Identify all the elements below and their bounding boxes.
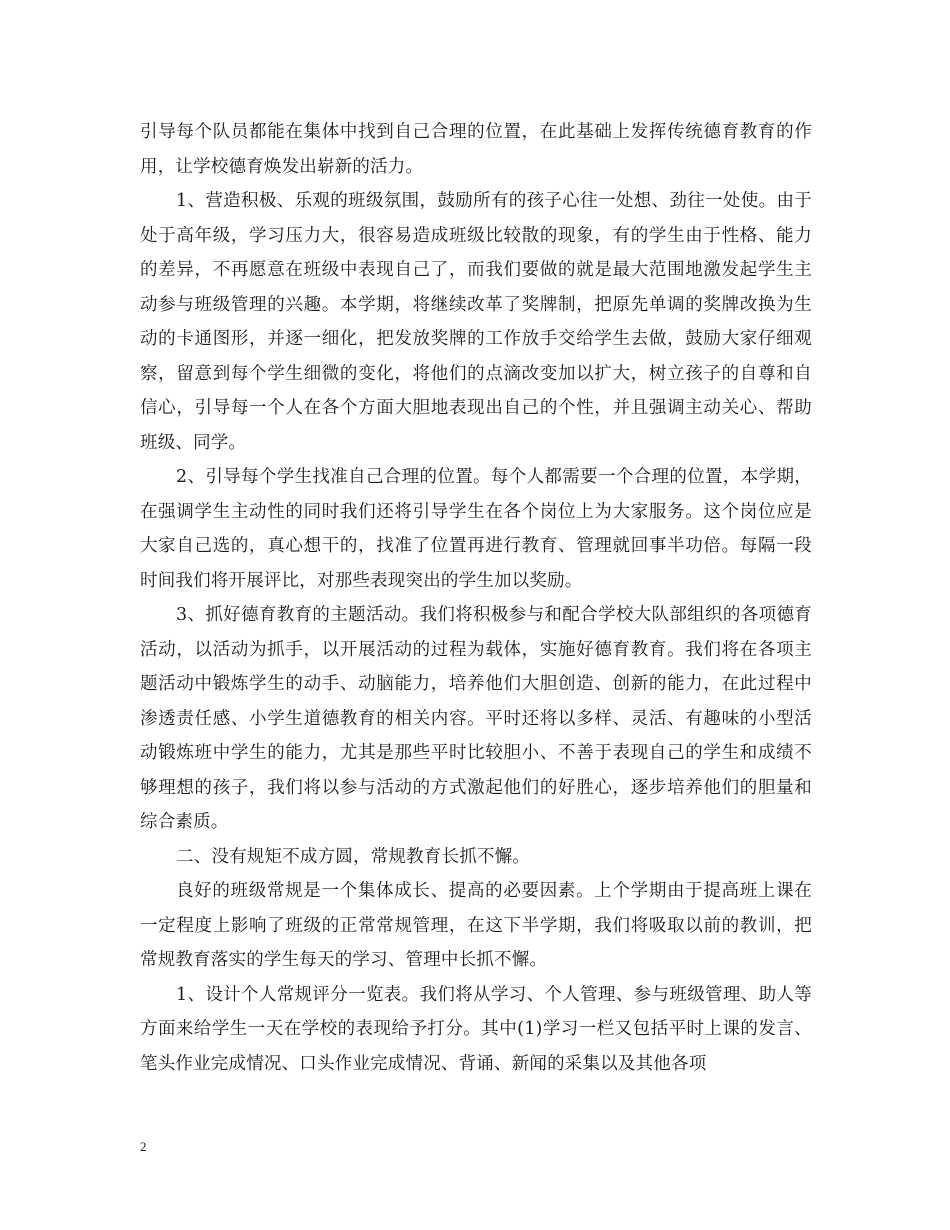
paragraph-item-2-position: 2、引导每个学生找准自己合理的位置。每个人都需要一个合理的位置，本学期，在强调学生主动性的同时我们还将引导学生在各个岗位上为大家服务。这个岗位应是大家自己选的，真心想干的，找准了位置再进行教育、管理就回事半功倍。每隔一段时间我们将开展评比，对那些表现突出的学生加以奖励。 <box>140 467 812 591</box>
paragraph-item-1-atmosphere: 1、营造积极、乐观的班级氛围，鼓励所有的孩子心往一处想、劲往一处使。由于处于高年级，学习压力大，很容易造成班级比较散的现象，有的学生由于性格、能力的差异，不再愿意在班级中表现自己了，而我们要做的就是最大范围地激发起学生主动参与班级管理的兴趣。本学期，将继续改革了奖牌制，把原先单调的奖牌改换为生动的卡通图形，并逐一细化，把发放奖牌的工作放手交给学生去做，鼓励大家仔细观察，留意到每个学生细微的变化，将他们的点滴改变加以扩大，树立孩子的自尊和自信心，引导每一个人在各个方面大胆地表现出自己的个性，并且强调主动关心、帮助班级、同学。 <box>140 191 812 453</box>
paragraph-intro-continuation: 引导每个队员都能在集体中找到自己合理的位置，在此基础上发挥传统德育教育的作用，让学校德育焕发出崭新的活力。 <box>140 122 812 177</box>
paragraph-item-3-activities: 3、抓好德育教育的主题活动。我们将积极参与和配合学校大队部组织的各项德育活动，以活动为抓手，以开展活动的过程为载体，实施好德育教育。我们将在各项主题活动中锻炼学生的动手、动脑能力，培养他们大胆创造、创新的能力，在此过程中渗透责任感、小学生道德教育的相关内容。平时还将以多样、灵活、有趣味的小型活动锻炼班中学生的能力，尤其是那些平时比较胆小、不善于表现自己的学生和成绩不够理想的孩子，我们将以参与活动的方式激起他们的好胜心，逐步培养他们的胆量和综合素质。 <box>140 605 812 832</box>
paragraph-routine-intro: 良好的班级常规是一个集体成长、提高的必要因素。上个学期由于提高班上课在一定程度上影响了班级的正常常规管理，在这下半学期，我们将吸取以前的教训，把常规教育落实的学生每天的学习、管理中长抓不懈。 <box>140 881 812 970</box>
document-body <box>140 115 812 1081</box>
page-number: 2 <box>140 1139 147 1154</box>
paragraph-routine-item-1: 1、设计个人常规评分一览表。我们将从学习、个人管理、参与班级管理、助人等方面来给学生一天在学校的表现给予打分。其中(1)学习一栏又包括平时上课的发言、笔头作业完成情况、口头作业完成情况、背诵、新闻的采集以及其他各项 <box>140 984 812 1074</box>
section-heading-routine: 二、没有规矩不成方圆，常规教育长抓不懈。 <box>176 846 530 867</box>
